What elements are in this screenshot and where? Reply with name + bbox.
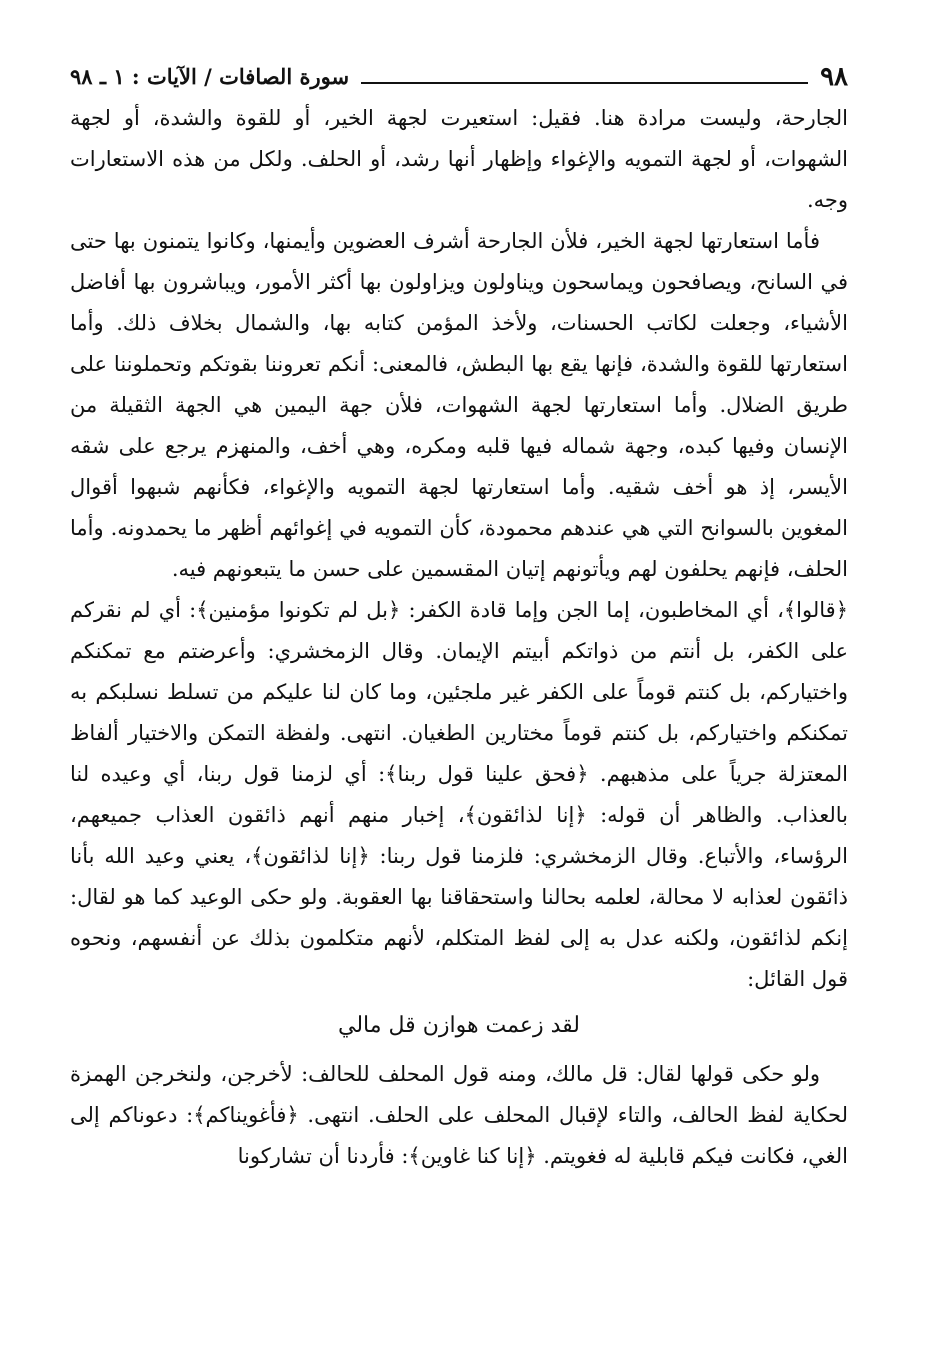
paragraph-3: ﴿قالوا﴾، أي المخاطبون، إما الجن وإما قادة الكفر: ﴿بل لم تكونوا مؤمنين﴾: أي لم نقركم على الكفر، بل أنتم من ذواتكم أبيتم الإيمان. وقال الزمخشري: وأعرضتم مع تمكنكم واختياركم، بل كنتم قوماً على الكفر غير ملجئين، وما كان لنا عليكم من تسلط نسلبكم به تمكنكم واختياركم، بل كنتم قوماً مختارين الطغيان. انتهى. ولفظة التمكن والاختيار ألفاظ المعتزلة جرياً على مذهبهم. ﴿فحق علينا قول ربنا﴾: أي لزمنا قول ربنا، أي وعيده لنا بالعذاب. والظاهر أن قوله: ﴿إنا لذائقون﴾، إخبار منهم أنهم ذائقون العذاب جميعهم، الرؤساء، والأتباع. وقال الزمخشري: فلزمنا قول ربنا: ﴿إنا لذائقون﴾، يعني وعيد الله بأنا ذائقون لعذابه لا محالة، لعلمه بحالنا واستحقاقنا بها العقوبة. ولو حكى الوعيد كما هو لقال: إنكم لذائقون، ولكنه عدل به إلى لفظ المتكلم، لأنهم متكلمون بذلك عن أنفسهم، ونحوه قول القائل: [70, 598, 848, 991]
poetry-verse: لقد زعمت هوازن قل مالي [338, 1013, 580, 1038]
header-rule [361, 82, 808, 84]
paragraph-1: الجارحة، وليست مرادة هنا. فقيل: استعيرت لجهة الخير، أو للقوة والشدة، أو لجهة الشهوات، أو لجهة التمويه والإغواء وإظهار أنها رشد، أو الحلف. ولكل من هذه الاستعارات وجه. [70, 106, 848, 212]
running-title: سورة الصافات / الآيات : ١ ـ ٩٨ [70, 64, 350, 89]
page-body [70, 98, 848, 1177]
paragraph-2: فأما استعارتها لجهة الخير، فلأن الجارحة أشرف العضوين وأيمنها، وكانوا يتمنون بها حتى في السانح، ويصافحون ويماسحون ويناولون ويزاولون بها أكثر الأمور، ويباشرون بها أفاضل الأشياء، وجعلت لكاتب الحسنات، ولأخذ المؤمن كتابه بها، والشمال بخلاف ذلك. وأما استعارتها للقوة والشدة، فإنها يقع بها البطش، فالمعنى: أنكم تعروننا بقوتكم وتحملوننا على طريق الضلال. وأما استعارتها لجهة الشهوات، فلأن جهة اليمين هي الجهة الثقيلة من الإنسان وفيها كبده، وجهة شماله فيها قلبه ومكره، وهي أخف، والمنهزم يرجع على شقه الأيسر، إذ هو أخف شقيه. وأما استعارتها لجهة التمويه والإغواء، فكأنهم شبهوا أقوال المغوين بالسوانح التي هي عندهم محمودة، كأن التمويه في إغوائهم أظهر ما يحمدونه. وأما الحلف، فإنهم يحلفون لهم ويأتونهم إتيان المقسمين على حسن ما يتبعونهم فيه. [70, 229, 848, 581]
page-header [70, 58, 848, 92]
paragraph-4: ولو حكى قولها لقال: قل مالك، ومنه قول المحلف للحالف: لأخرجن، ولنخرجن الهمزة لحكاية لفظ الحالف، والتاء لإقبال المحلف على الحلف. انتهى. ﴿فأغويناكم﴾: دعوناكم إلى الغي، فكانت فيكم قابلية له فغويتم. ﴿إنا كنا غاوين﴾: فأردنا أن تشاركونا [70, 1062, 848, 1168]
page-number: ٩٨ [820, 62, 848, 92]
